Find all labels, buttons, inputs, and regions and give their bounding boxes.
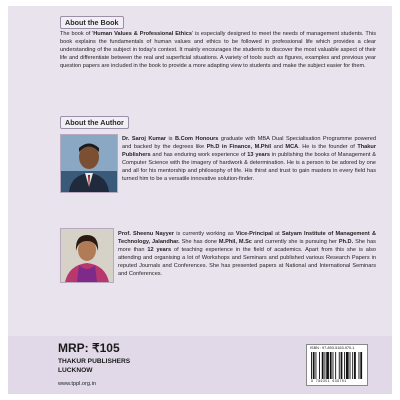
author-photo-sheenu-nayyer [60,228,114,283]
author-photo-saroj-kumar [60,134,118,193]
author2-bio: Prof. Sheenu Nayyer is currently working as Vice-Principal at Satyam Institute of Management & Technology, Jalandhar. She has done M.Phil, M.Sc and currently she is pursuing her Ph.D. She has more than 12 years of teaching experience in the field of academics. Apart from this she is also attending and organising a lot of Workshops and Seminars and published various Research Papers in reputed Journals and Conferences. She has presented papers at National and International Seminars and Conferences. [118,231,377,278]
publisher-name: THAKUR PUBLISHERS [58,358,131,365]
about-book-heading: About the Book [60,16,124,29]
book-back-cover [8,6,392,394]
isbn-number: ISBN : 97-893-5163-970-1 [310,346,355,350]
author1-bio-top: Dr. Saroj Kumar is B.Com Honours graduate with MBA Dual Specialisation Programme powered and backed by the degrees like Ph.D in Finance, M.Phil and MCA. He is the founder of Thakur Publishers and has enduring work experience of 13 years in publishing the books of Management & Computer Science with the imagery of hardwork & determination. He is a person to be adored by one and all for his mentorship and philosophy of life. His thirst and trust to gain masters in every field has turned him to be a versatile innovative solution-finder. [122,136,377,183]
about-book-paragraph: The book of 'Human Values & Professional Ethics' is especially designed to meet the needs of management students. This book explains the fundamentals of human values and ethics to be followed in professional life which provides a clear understanding of the subject in today's context. It mainly encourages the students to discover the most valuable aspect of their life and differentiate between the real and superficial situations. A variety of tools such as figures, examples and previous year question papers are included in the book to provide a more adapting view to students and make the subject easier for them. [60,31,376,70]
barcode-digits: 9 789351 639701 [311,379,347,383]
about-author-heading: About the Author [60,116,129,129]
publisher-city: LUCKNOW [58,367,93,374]
isbn-barcode-box [306,344,368,386]
price-label: MRP: ₹105 [58,341,120,355]
barcode-icon [311,352,363,379]
publisher-website: www.tppl.org.in [58,381,96,387]
